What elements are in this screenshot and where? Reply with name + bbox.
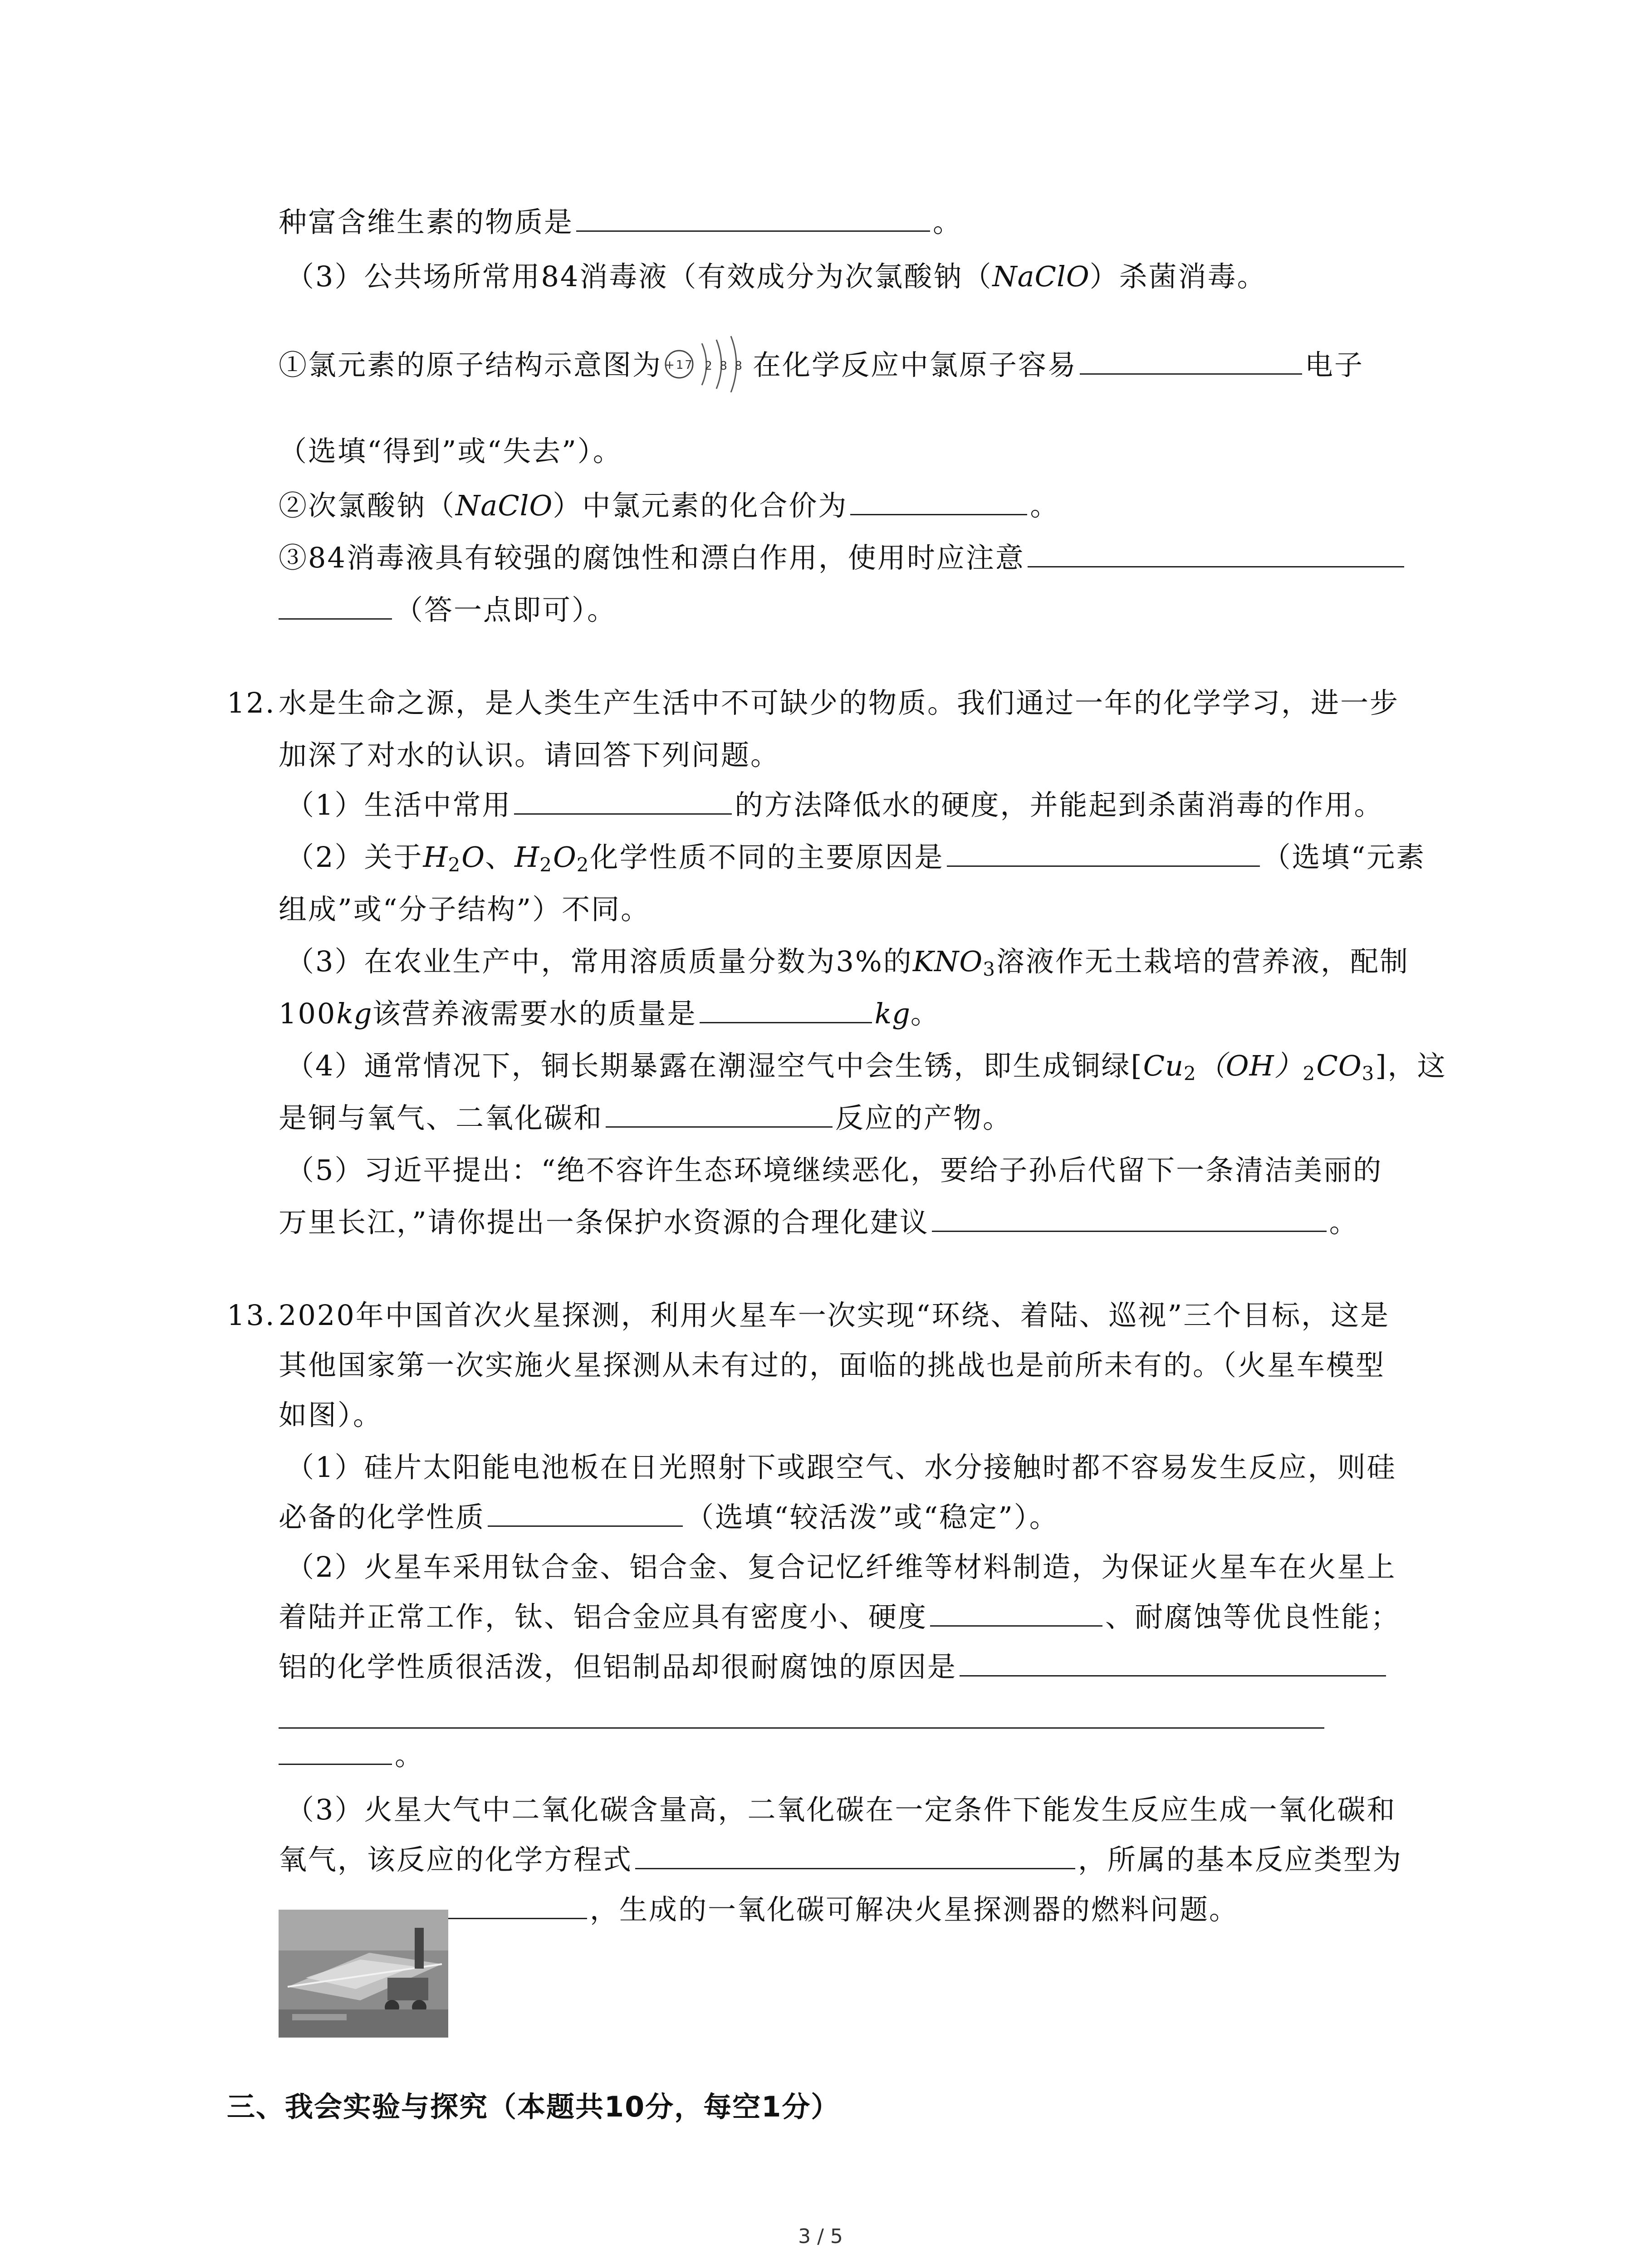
answer-blank[interactable]	[279, 1699, 1324, 1729]
q12-sub5: （5）习近平提出：“绝不容许生态环境继续恶化，要给子孙后代留下一条清洁美丽的	[286, 1154, 1383, 1187]
q13-sub1: （1）硅片太阳能电池板在日光照射下或跟空气、水分接触时都不容易发生反应，则硅	[286, 1451, 1396, 1484]
answer-blank[interactable]	[606, 1098, 833, 1128]
q12-intro-2: 加深了对水的认识。请回答下列问题。	[279, 738, 780, 772]
rover-model-image	[279, 1910, 448, 2038]
section-3-title: 三、我会实验与探究（本题共10分，每空1分）	[227, 2090, 840, 2123]
svg-text:8: 8	[720, 359, 729, 373]
chlorine-atom-diagram	[662, 333, 753, 392]
q13-sub2-reason-end: 。	[279, 1735, 424, 1776]
q13-sub3: （3）火星大气中二氧化碳含量高，二氧化碳在一定条件下能发生反应生成一氧化碳和	[286, 1793, 1396, 1826]
q13-sub2-cont: 着陆并正常工作，钛、铝合金应具有密度小、硬度 、耐腐蚀等优良性能；	[279, 1597, 1400, 1637]
q12-sub1: （1）生活中常用 的方法降低水的硬度，并能起到杀菌消毒的作用。	[286, 785, 1383, 826]
q13-intro-1: 13. 2020年中国首次火星探测，利用火星车一次实现“环绕、着陆、巡视”三个目标，这是	[227, 1299, 1390, 1332]
answer-blank[interactable]	[947, 837, 1260, 867]
q13-sub1-cont: 必备的化学性质 （选填“较活泼”或“稳定”）。	[279, 1497, 1059, 1538]
answer-blank[interactable]	[960, 1647, 1386, 1677]
answer-blank[interactable]	[279, 590, 392, 620]
page-number: 3 / 5	[798, 2225, 843, 2248]
answer-blank[interactable]	[932, 1202, 1327, 1232]
q11-item1-note: （选填“得到”或“失去”）。	[279, 435, 622, 468]
q12-sub2: （2）关于$H_2O$、$H_2O_2$化学性质不同的主要原因是 （选填“元素	[286, 837, 1425, 878]
mars-rover-photo	[279, 1910, 448, 2038]
q12-intro-1: 12. 水是生命之源，是人类生产生活中不可缺少的物质。我们通过一年的化学学习，进一步	[227, 686, 1400, 719]
q13-intro-2: 其他国家第一次实施火星探测从未有过的，面临的挑战也是前所未有的。（火星车模型	[279, 1349, 1386, 1382]
q11-item1: ①氯元素的原子结构示意图为 +17 2 8 8 在化学反应中氯原子容易 电子	[279, 338, 1364, 397]
svg-text:2: 2	[705, 359, 714, 373]
svg-text:+17: +17	[665, 358, 694, 372]
q13-sub3-cont: 氧气，该反应的化学方程式 ，所属的基本反应类型为	[279, 1839, 1402, 1880]
q12-sub2-cont: 组成”或“分子结构”）不同。	[279, 893, 651, 926]
answer-blank[interactable]	[700, 994, 872, 1023]
answer-blank[interactable]	[514, 785, 732, 815]
q11-item2: ②次氯酸钠（NaClO）中氯元素的化合价为 。	[279, 485, 1059, 526]
answer-blank[interactable]	[635, 1840, 1075, 1869]
q12-sub5-cont: 万里长江，”请你提出一条保护水资源的合理化建议 。	[279, 1202, 1359, 1243]
q11-line1: 种富含维生素的物质是 。	[279, 202, 962, 243]
answer-blank[interactable]	[488, 1497, 683, 1527]
q11-item3-cont: （答一点即可）。	[279, 590, 617, 631]
q12-sub3: （3）在农业生产中，常用溶质质量分数为3%的$KNO_3$溶液作无土栽培的营养液，配制	[286, 945, 1409, 980]
q12-sub3-cont: 100kg该营养液需要水的质量是 kg。	[279, 993, 940, 1034]
q11-item3: ③84消毒液具有较强的腐蚀性和漂白作用，使用时应注意	[279, 538, 1407, 578]
answer-blank[interactable]	[1080, 345, 1302, 375]
q12-sub4: （4）通常情况下，铜长期暴露在潮湿空气中会生锈，即生成铜绿$[Cu_2(OH)_2CO_3]$，这	[286, 1049, 1447, 1085]
q13-sub3-type: ，生成的一氧化碳可解决火星探测器的燃料问题。	[279, 1889, 1239, 1930]
q13-sub2-reason: 铝的化学性质很活泼，但铝制品却很耐腐蚀的原因是	[279, 1647, 1389, 1687]
answer-blank[interactable]	[1028, 538, 1404, 567]
q13-sub2-reason-cont	[279, 1699, 1327, 1740]
svg-text:8: 8	[735, 359, 744, 373]
q12-sub4-cont: 是铜与氧气、二氧化碳和 反应的产物。	[279, 1098, 1012, 1139]
answer-blank[interactable]	[930, 1597, 1102, 1627]
q13-intro-3: 如图）。	[279, 1398, 383, 1432]
answer-blank[interactable]	[850, 486, 1027, 515]
answer-blank[interactable]	[279, 1735, 392, 1765]
q13-sub2: （2）火星车采用钛合金、铝合金、复合记忆纤维等材料制造，为保证火星车在火星上	[286, 1550, 1396, 1584]
answer-blank[interactable]	[576, 202, 930, 232]
q11-sub3: （3）公共场所常用84消毒液（有效成分为次氯酸钠（NaClO）杀菌消毒。	[286, 260, 1267, 293]
